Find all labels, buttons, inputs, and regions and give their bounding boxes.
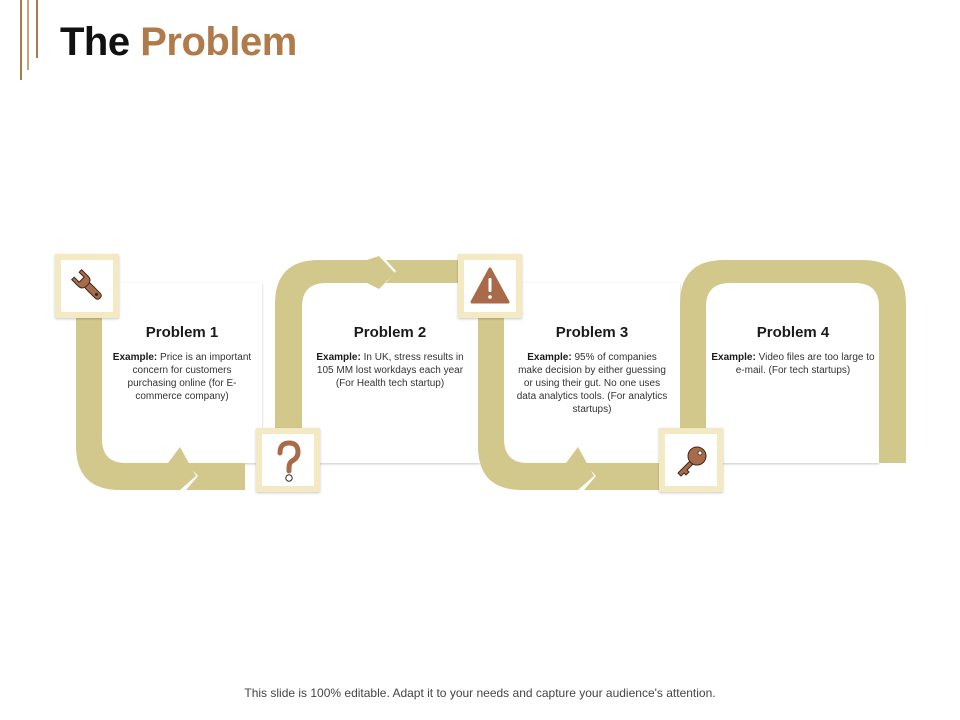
problem-title: Problem 1 (145, 324, 219, 341)
problem-example (516, 351, 668, 416)
icon-frame (659, 428, 723, 492)
problem-title: Problem 2 (353, 324, 427, 341)
example-text: Video files are too large to e-mail. (For tech startups) (735, 352, 875, 376)
example-label: Example: (527, 352, 572, 363)
problem-card-1 (112, 324, 252, 403)
example-label: Example: (112, 352, 158, 363)
problem-card-2 (310, 324, 470, 390)
arrow-segment (584, 463, 660, 490)
example-text: In UK, stress results in 105 MM lost workdays each year (For Health tech startup) (316, 352, 464, 389)
title-part-1: The (60, 20, 130, 64)
problem-title: Problem 3 (555, 324, 629, 341)
problem-card-4 (708, 324, 878, 377)
example-text: Price is an important concern for customers purchasing online (for E-commerce company) (127, 352, 252, 402)
problem-title: Problem 4 (756, 324, 830, 341)
example-text: 95% of companies make decision by either guessing or using their gut. No one uses data analytics tools. (For analytics startups) (516, 352, 668, 415)
footer-note: This slide is 100% editable. Adapt it to your needs and capture your audience's attention. (244, 686, 716, 700)
problem-example (310, 351, 470, 390)
problem-card-3 (516, 324, 668, 416)
title-part-2: Problem (140, 20, 297, 64)
example-label: Example: (711, 352, 756, 363)
icon-frame (458, 254, 522, 318)
problem-example (112, 351, 252, 403)
icon-frame (256, 428, 320, 492)
icon-frame (55, 254, 119, 318)
arrow-segment (386, 260, 460, 283)
example-label: Example: (316, 352, 361, 363)
problem-example (708, 351, 878, 377)
